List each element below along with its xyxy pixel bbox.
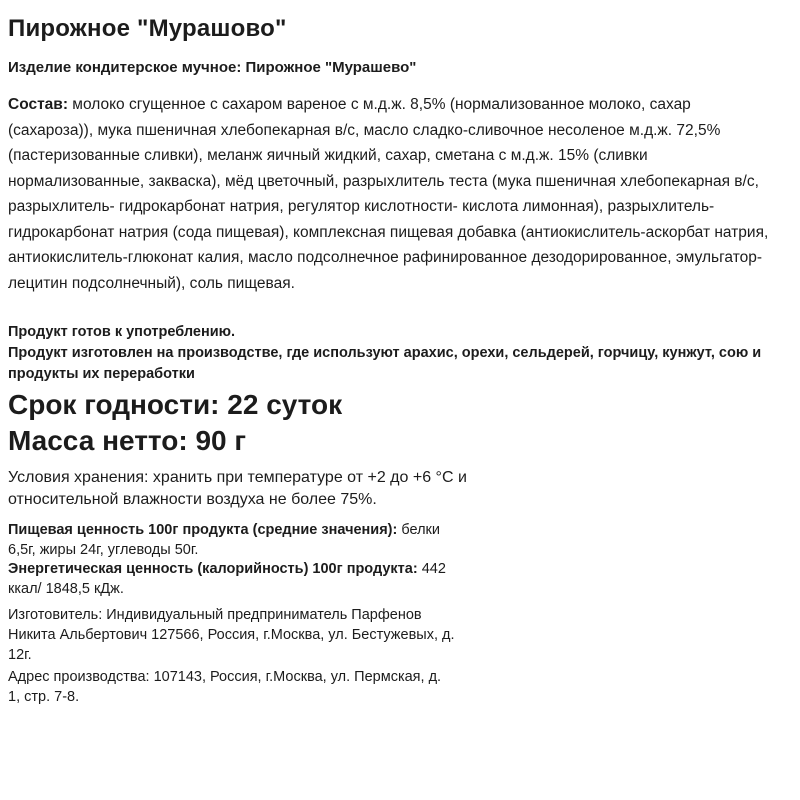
production-address: Адрес производства: 107143, Россия, г.Москва, ул. Пермская, д. 1, стр. 7-8. — [8, 669, 442, 705]
manufacturer-section — [8, 605, 786, 707]
nutrition-value-label: Пищевая ценность 100г продукта (средние значения): — [8, 522, 398, 538]
nutrition-section — [8, 521, 786, 599]
allergen-note: Продукт изготовлен на производстве, где используют арахис, орехи, сельдерей, горчицу, кунжут, сою и продукты их переработки — [8, 345, 762, 382]
product-subtitle: Изделие кондитерское мучное: Пирожное "Мурашево" — [8, 59, 417, 76]
composition-label: Состав: — [8, 96, 68, 113]
net-weight: Масса нетто: 90 г — [8, 425, 247, 456]
storage-conditions: Условия хранения: хранить при температуре от +2 до +6 °С и относительной влажности воздуха не более 75%. — [8, 469, 467, 508]
energy-value-text: 442 ккал/ 1848,5 кДж. — [8, 561, 446, 597]
manufacturer-info: Изготовитель: Индивидуальный предприниматель Парфенов Никита Альбертович 127566, Россия, г.Москва, ул. Бестужевых, д. 12г. — [8, 607, 455, 663]
notes-section — [8, 322, 786, 385]
shelf-life: Срок годности: 22 суток — [8, 389, 343, 420]
nutrition-value-text: белки 6,5г, жиры 24г, углеводы 50г. — [8, 522, 441, 558]
ready-note: Продукт готов к употреблению. — [8, 324, 236, 340]
energy-value-label: Энергетическая ценность (калорийность) 100г продукта: — [8, 561, 418, 577]
composition-section — [8, 92, 786, 296]
product-title: Пирожное "Мурашово" — [8, 15, 287, 42]
composition-text: молоко сгущенное с сахаром вареное с м.д.ж. 8,5% (нормализованное молоко, сахар (сахароза)), мука пшеничная хлебопекарная в/с, масло сладко-сливочное несоленое м.д.ж. 72,5% (пастеризованные сливки), меланж яичный жидкий, сахар, сметана с м.д.ж. 15% (сливки нормализованные, закваска), мёд цветочный, разрыхлитель теста (мука пшеничная хлебопекарная в/с, разрыхлитель- гидрокарбонат натрия, регулятор кислотности- кислота лимонная), разрыхлитель-гидрокарбонат натрия (сода пищевая), комплексная пищевая добавка (антиокислитель-аскорбат натрия, антиокислитель-глюконат калия, масло подсолнечное рафинированное дезодорированное, эмульгатор-лецитин подсолнечный), соль пищевая. — [8, 96, 769, 292]
